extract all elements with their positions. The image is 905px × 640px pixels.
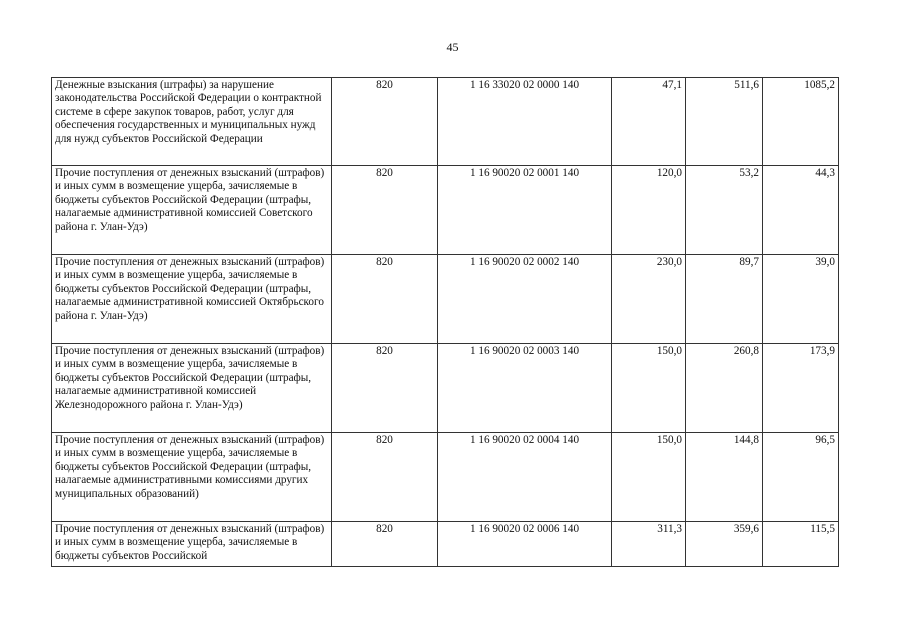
row-value-2: 89,7 <box>686 255 763 344</box>
row-value-1: 150,0 <box>612 344 686 433</box>
row-value-2: 260,8 <box>686 344 763 433</box>
row-description: Прочие поступления от денежных взысканий (штрафов) и иных сумм в возмещение ущерба, зачисляемые в бюджеты субъектов Российской Федерации (штрафы, налагаемые административной комиссией Октябрьского района г. Улан-Удэ) <box>52 255 332 344</box>
row-value-3: 173,9 <box>763 344 839 433</box>
row-description: Прочие поступления от денежных взысканий (штрафов) и иных сумм в возмещение ущерба, зачисляемые в бюджеты субъектов Российской Федерации (штрафы, налагаемые административной комиссией Железнодорожного района г. Улан-Удэ) <box>52 344 332 433</box>
row-value-2: 144,8 <box>686 433 763 522</box>
row-value-3: 96,5 <box>763 433 839 522</box>
row-description: Прочие поступления от денежных взысканий (штрафов) и иных сумм в возмещение ущерба, зачисляемые в бюджеты субъектов Российской <box>52 522 332 567</box>
row-budget-code: 1 16 90020 02 0003 140 <box>438 344 612 433</box>
row-admin-code: 820 <box>332 344 438 433</box>
table-row <box>52 255 839 344</box>
row-value-1: 47,1 <box>612 78 686 166</box>
row-value-3: 44,3 <box>763 166 839 255</box>
row-budget-code: 1 16 90020 02 0004 140 <box>438 433 612 522</box>
table-row <box>52 166 839 255</box>
row-description: Прочие поступления от денежных взысканий (штрафов) и иных сумм в возмещение ущерба, зачисляемые в бюджеты субъектов Российской Федерации (штрафы, налагаемые административной комиссией Советского района г. Улан-Удэ) <box>52 166 332 255</box>
row-value-1: 150,0 <box>612 433 686 522</box>
table-row <box>52 522 839 567</box>
row-description: Прочие поступления от денежных взысканий (штрафов) и иных сумм в возмещение ущерба, зачисляемые в бюджеты субъектов Российской Федерации (штрафы, налагаемые административными комиссиями других муниципальных образований) <box>52 433 332 522</box>
row-admin-code: 820 <box>332 166 438 255</box>
row-admin-code: 820 <box>332 255 438 344</box>
row-description: Денежные взыскания (штрафы) за нарушение законодательства Российской Федерации о контрактной системе в сфере закупок товаров, работ, услуг для обеспечения государственных и муниципальных нужд для нужд субъектов Российской Федерации <box>52 78 332 166</box>
page-number: 45 <box>446 40 459 54</box>
row-value-1: 230,0 <box>612 255 686 344</box>
row-value-3: 39,0 <box>763 255 839 344</box>
revenue-table <box>51 77 839 567</box>
row-value-2: 511,6 <box>686 78 763 166</box>
row-budget-code: 1 16 90020 02 0006 140 <box>438 522 612 567</box>
table-row <box>52 344 839 433</box>
row-value-3: 115,5 <box>763 522 839 567</box>
row-budget-code: 1 16 90020 02 0001 140 <box>438 166 612 255</box>
table-row <box>52 433 839 522</box>
row-admin-code: 820 <box>332 433 438 522</box>
row-value-1: 311,3 <box>612 522 686 567</box>
row-value-3: 1085,2 <box>763 78 839 166</box>
row-value-1: 120,0 <box>612 166 686 255</box>
row-value-2: 359,6 <box>686 522 763 567</box>
row-budget-code: 1 16 90020 02 0002 140 <box>438 255 612 344</box>
row-budget-code: 1 16 33020 02 0000 140 <box>438 78 612 166</box>
row-value-2: 53,2 <box>686 166 763 255</box>
table-row <box>52 78 839 166</box>
row-admin-code: 820 <box>332 522 438 567</box>
row-admin-code: 820 <box>332 78 438 166</box>
